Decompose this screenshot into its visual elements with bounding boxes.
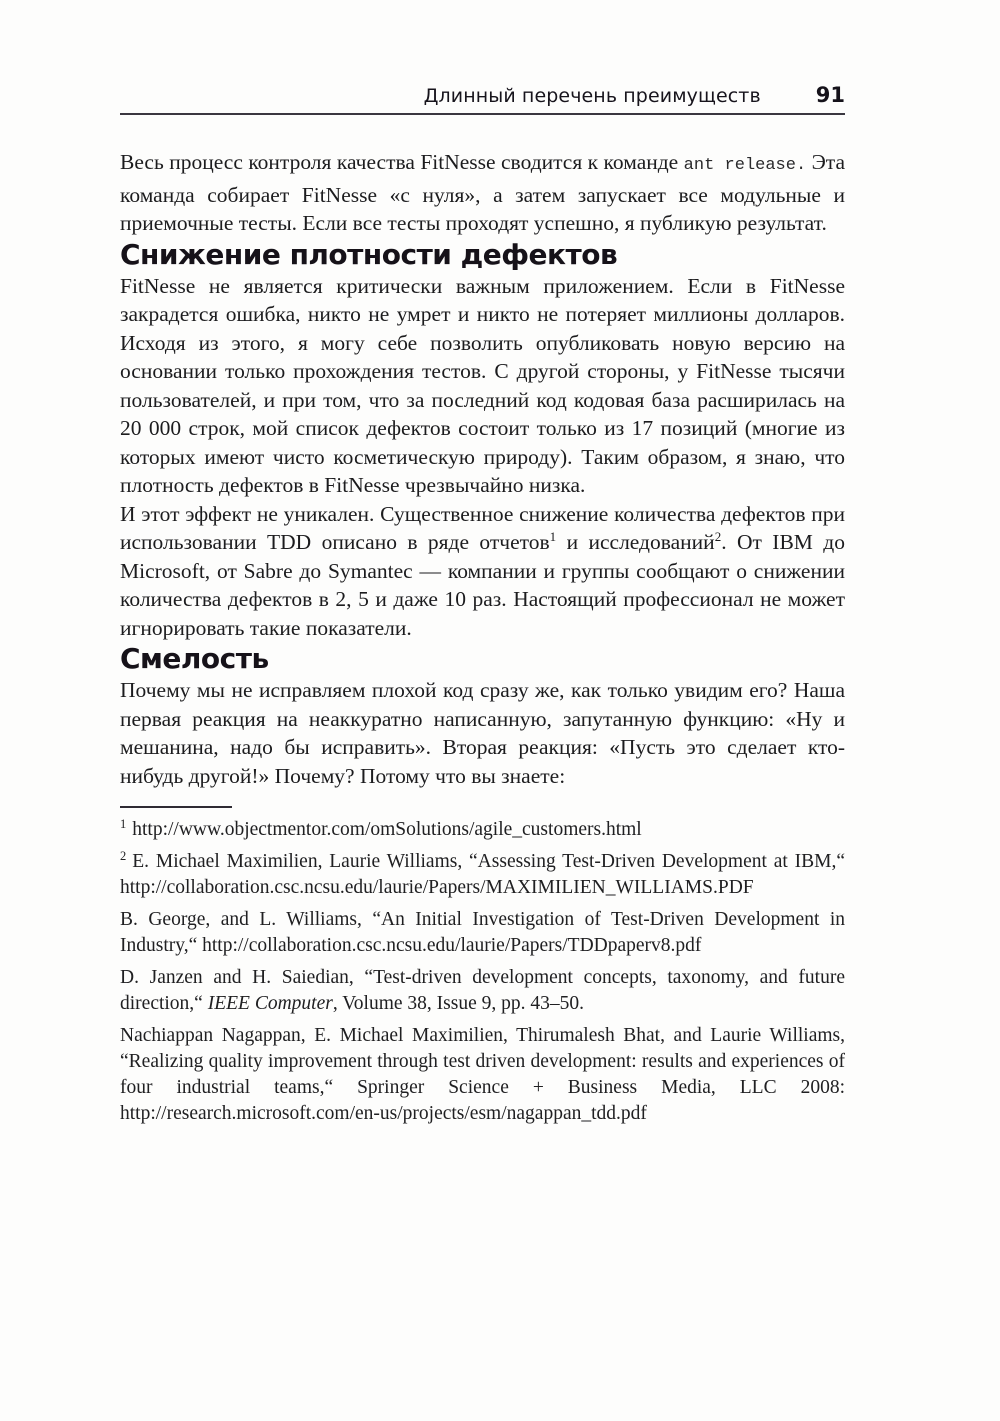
section-title-defect-density: Снижение плотности дефектов bbox=[120, 237, 618, 271]
footnote-item bbox=[120, 817, 845, 843]
footnote-marker: 2 bbox=[120, 848, 127, 863]
page-number: 91 bbox=[815, 83, 845, 107]
footnote-item bbox=[120, 1023, 845, 1127]
footnote-item bbox=[120, 849, 845, 901]
running-title: Длинный перечень преимуществ bbox=[423, 85, 761, 107]
intro-paragraph: Весь процесс контроля качества FitNesse сводится к команде ant release. Эта команда собирает FitNesse «с нуля», а затем запускает все модульные и приемочные тесты. Если все тесты проходят успешно, я публикую результат. bbox=[120, 150, 845, 235]
body-paragraph: FitNesse не является критически важным приложением. Если в FitNesse закрадется ошибка, никто не умрет и никто не потеряет миллионы долларов. Исходя из этого, я могу себе позволить опубликовать новую версию на основании только прохождения тестов. С другой стороны, у FitNesse тысячи пользователей, и при том, что за последний код кодовая база расширилась на 20 000 строк, мой список дефектов состоит только из 17 позиций (многие из которых имеют чисто косметическую природу). Таким образом, я знаю, что плотность дефектов в FitNesse чрезвычайно низка. bbox=[120, 273, 845, 497]
footnote-text: Nachiappan Nagappan, E. Michael Maximilien, Thirumalesh Bhat, and Laurie Williams, “Realizing quality improvement through test driven development: results and experiences of four industrial teams,“ Springer Science + Business Media, LLC 2008: http://research.microsoft.com/en-us/projects/esm/nagappan_tdd.pdf bbox=[120, 1025, 845, 1124]
section-title-courage: Смелость bbox=[120, 642, 269, 675]
page-header bbox=[120, 84, 845, 115]
footnote-item bbox=[120, 965, 845, 1017]
body-paragraph: Почему мы не исправляем плохой код сразу же, как только увидим его? Наша первая реакция на неаккуратно написанную, запутанную функцию: «Ну и мешанина, надо бы исправить». Вторая реакция: «Пусть это сделает кто-нибудь другой!» Почему? Потому что вы знаете: bbox=[120, 678, 845, 788]
footnote-text: http://www.objectmentor.com/omSolutions/agile_customers.html bbox=[132, 819, 642, 840]
footnote-separator bbox=[120, 806, 232, 808]
footnote-item bbox=[120, 907, 845, 959]
body-paragraph: И этот эффект не уникален. Существенное снижение количества дефектов при использовании TDD описано в ряде отчетов$^1$ и исследований$^2$. От IBM до Microsoft, от Sabre до Symantec — компании и группы сообщают о снижении количества дефектов в 2, 5 и даже 10 раз. Настоящий профессионал не может игнорировать такие показатели. bbox=[120, 501, 845, 640]
page-content bbox=[120, 148, 845, 1127]
footnote-text: E. Michael Maximilien, Laurie Williams, “Assessing Test-Driven Development at IBM,“ http://collaboration.csc.ncsu.edu/laurie/Papers/MAXIMILIEN_​WILLIAMS.PDF bbox=[120, 851, 845, 898]
footnote-text: D. Janzen and H. Saiedian, “Test-driven development concepts, taxonomy, and future direction,“ IEEE Computer, Volume 38, Issue 9, pp. 43–50. bbox=[120, 967, 845, 1014]
footnote-marker: 1 bbox=[120, 816, 127, 831]
footnote-text: B. George, and L. Williams, “An Initial Investigation of Test-Driven Development in Industry,“ http://collaboration.csc.ncsu.edu/laurie/Papers/TDDpaperv8.pdf bbox=[120, 909, 845, 956]
footnotes bbox=[120, 817, 845, 1127]
